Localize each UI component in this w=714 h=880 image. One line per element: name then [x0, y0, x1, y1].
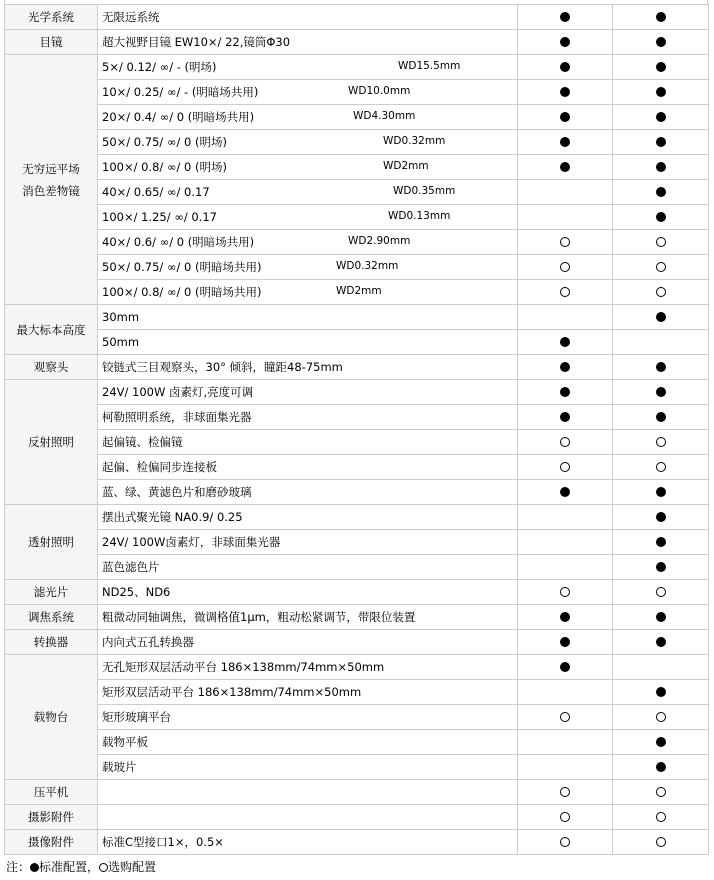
optional-ring-icon — [560, 812, 570, 822]
optional-ring-icon — [560, 712, 570, 722]
category-cell: 压平机 — [5, 780, 98, 805]
optional-ring-icon — [656, 712, 666, 722]
spec-description: 40×/ 0.65/ ∞/ 0.17 — [102, 185, 210, 199]
spec-description: 起偏、检偏同步连接板 — [102, 460, 217, 474]
spec-description: 摆出式聚光镜 NA0.9/ 0.25 — [102, 510, 243, 524]
spec-description-cell — [98, 405, 518, 430]
table-row — [5, 605, 709, 630]
spec-description-cell — [98, 630, 518, 655]
config-col2-cell — [613, 305, 709, 330]
config-col2-cell — [613, 180, 709, 205]
config-col1-cell — [518, 505, 613, 530]
spec-description: 10×/ 0.25/ ∞/ - (明暗场共用) — [102, 85, 259, 99]
optional-ring-icon — [656, 812, 666, 822]
standard-dot-icon — [560, 337, 570, 347]
config-col2-cell — [613, 805, 709, 830]
spec-description: ND25、ND6 — [102, 585, 171, 599]
optional-ring-icon — [560, 837, 570, 847]
table-row — [5, 830, 709, 855]
config-col2-cell — [613, 230, 709, 255]
standard-dot-icon — [560, 112, 570, 122]
optional-ring-icon — [656, 837, 666, 847]
table-row — [5, 580, 709, 605]
config-col1-cell — [518, 805, 613, 830]
standard-dot-icon — [560, 387, 570, 397]
standard-dot-icon — [656, 737, 666, 747]
spec-description: 100×/ 1.25/ ∞/ 0.17 — [102, 210, 217, 224]
spec-description-cell — [98, 605, 518, 630]
spec-description: 无孔矩形双层活动平台 186×138mm/74mm×50mm — [102, 660, 385, 674]
spec-description-cell — [98, 655, 518, 680]
legend — [6, 858, 156, 875]
table-row — [5, 455, 709, 480]
working-distance: WD15.5mm — [398, 60, 461, 72]
spec-description-cell — [98, 555, 518, 580]
spec-description-cell — [98, 255, 518, 280]
config-col1-cell — [518, 605, 613, 630]
config-col2-cell — [613, 55, 709, 80]
config-col1-cell — [518, 280, 613, 305]
working-distance: WD10.0mm — [348, 85, 411, 97]
standard-dot-icon — [30, 863, 39, 872]
config-col2-cell — [613, 255, 709, 280]
spec-description: 50×/ 0.75/ ∞/ 0 (明场) — [102, 135, 227, 149]
standard-dot-icon — [560, 137, 570, 147]
config-col2-cell — [613, 405, 709, 430]
config-col1-cell — [518, 255, 613, 280]
config-col2-cell — [613, 605, 709, 630]
config-col2-cell — [613, 555, 709, 580]
table-row — [5, 405, 709, 430]
spec-description: 柯勒照明系统，非球面集光器 — [102, 410, 252, 424]
spec-description-cell — [98, 730, 518, 755]
config-col1-cell — [518, 205, 613, 230]
table-row — [5, 630, 709, 655]
spec-description: 铰链式三目观察头，30° 倾斜，瞳距48-75mm — [102, 360, 343, 374]
config-col1-cell — [518, 755, 613, 780]
table-row — [5, 80, 709, 105]
spec-description-cell — [98, 80, 518, 105]
config-col1-cell — [518, 555, 613, 580]
standard-dot-icon — [656, 537, 666, 547]
category-line: 消色差物镜 — [22, 183, 80, 198]
spec-description-cell — [98, 580, 518, 605]
working-distance: WD2mm — [336, 285, 382, 297]
optional-ring-icon — [656, 437, 666, 447]
spec-description: 30mm — [102, 310, 140, 324]
config-col1-cell — [518, 730, 613, 755]
spec-description-cell — [98, 355, 518, 380]
config-col2-cell — [613, 655, 709, 680]
config-col2-cell — [613, 580, 709, 605]
category-cell: 载物台 — [5, 655, 98, 780]
spec-description: 50×/ 0.75/ ∞/ 0 (明暗场共用) — [102, 260, 262, 274]
standard-dot-icon — [560, 162, 570, 172]
spec-description: 载物平板 — [102, 735, 148, 749]
working-distance: WD2mm — [383, 160, 429, 172]
config-col1-cell — [518, 330, 613, 355]
config-col2-cell — [613, 780, 709, 805]
spec-description-cell — [98, 830, 518, 855]
standard-dot-icon — [656, 62, 666, 72]
config-col1-cell — [518, 55, 613, 80]
spec-description-cell — [98, 680, 518, 705]
legend-prefix: 注： — [6, 860, 31, 874]
table-row — [5, 330, 709, 355]
spec-description-cell — [98, 280, 518, 305]
config-col2-cell — [613, 430, 709, 455]
category-cell: 滤光片 — [5, 580, 98, 605]
spec-description-cell — [98, 380, 518, 405]
spec-description: 50mm — [102, 335, 140, 349]
spec-description-cell — [98, 205, 518, 230]
spec-table — [4, 4, 709, 855]
standard-dot-icon — [560, 662, 570, 672]
spec-description-cell — [98, 30, 518, 55]
config-col1-cell — [518, 430, 613, 455]
config-col1-cell — [518, 780, 613, 805]
spec-description: 40×/ 0.6/ ∞/ 0 (明暗场共用) — [102, 235, 255, 249]
table-row — [5, 530, 709, 555]
config-col2-cell — [613, 830, 709, 855]
category-cell: 摄影附件 — [5, 805, 98, 830]
spec-description: 20×/ 0.4/ ∞/ 0 (明暗场共用) — [102, 110, 255, 124]
table-row — [5, 230, 709, 255]
spec-description: 粗微动同轴调焦，微调格值1μm，粗动松紧调节，带限位装置 — [102, 610, 416, 624]
spec-description-cell — [98, 430, 518, 455]
config-col1-cell — [518, 5, 613, 30]
spec-description-cell — [98, 530, 518, 555]
standard-dot-icon — [656, 687, 666, 697]
table-row — [5, 730, 709, 755]
config-col1-cell — [518, 80, 613, 105]
spec-description: 5×/ 0.12/ ∞/ - (明场) — [102, 60, 217, 74]
config-col1-cell — [518, 630, 613, 655]
standard-dot-icon — [656, 187, 666, 197]
optional-ring-icon — [656, 787, 666, 797]
config-col2-cell — [613, 155, 709, 180]
config-col1-cell — [518, 355, 613, 380]
optional-ring-icon — [656, 287, 666, 297]
spec-description: 标准C型接口1×，0.5× — [102, 835, 224, 849]
config-col1-cell — [518, 530, 613, 555]
standard-dot-icon — [656, 762, 666, 772]
working-distance: WD0.13mm — [388, 210, 451, 222]
standard-dot-icon — [560, 62, 570, 72]
standard-dot-icon — [656, 87, 666, 97]
config-col1-cell — [518, 380, 613, 405]
table-row — [5, 255, 709, 280]
standard-dot-icon — [656, 512, 666, 522]
optional-ring-icon — [560, 237, 570, 247]
standard-dot-icon — [656, 362, 666, 372]
config-col2-cell — [613, 80, 709, 105]
category-cell: 调焦系统 — [5, 605, 98, 630]
table-row — [5, 680, 709, 705]
config-col2-cell — [613, 5, 709, 30]
spec-description: 超大视野目镜 EW10×/ 22,镜筒Φ30 — [102, 35, 291, 49]
table-row — [5, 430, 709, 455]
standard-dot-icon — [656, 212, 666, 222]
spec-description: 24V/ 100W 卤素灯,亮度可调 — [102, 385, 254, 399]
table-row — [5, 305, 709, 330]
table-row — [5, 105, 709, 130]
table-row — [5, 30, 709, 55]
spec-description-cell — [98, 755, 518, 780]
optional-ring-icon — [560, 262, 570, 272]
optional-ring-icon — [656, 462, 666, 472]
standard-dot-icon — [656, 37, 666, 47]
table-row — [5, 280, 709, 305]
standard-dot-icon — [656, 312, 666, 322]
config-col2-cell — [613, 380, 709, 405]
spec-description-cell — [98, 705, 518, 730]
table-row — [5, 755, 709, 780]
category-cell: 透射照明 — [5, 505, 98, 580]
standard-dot-icon — [560, 362, 570, 372]
standard-dot-icon — [656, 112, 666, 122]
spec-description-cell — [98, 305, 518, 330]
table-row — [5, 155, 709, 180]
spec-description: 无限远系统 — [102, 10, 160, 24]
spec-description-cell — [98, 230, 518, 255]
config-col2-cell — [613, 630, 709, 655]
spec-description-cell — [98, 130, 518, 155]
config-col2-cell — [613, 730, 709, 755]
config-col1-cell — [518, 230, 613, 255]
table-row — [5, 355, 709, 380]
config-col1-cell — [518, 130, 613, 155]
legend-optional: 选购配置 — [108, 860, 157, 874]
spec-description-cell — [98, 780, 518, 805]
spec-description-cell — [98, 55, 518, 80]
working-distance: WD2.90mm — [348, 235, 411, 247]
optional-ring-icon — [656, 587, 666, 597]
spec-description-cell — [98, 805, 518, 830]
table-row — [5, 705, 709, 730]
config-col1-cell — [518, 830, 613, 855]
table-row — [5, 780, 709, 805]
spec-description: 矩形双层活动平台 186×138mm/74mm×50mm — [102, 685, 362, 699]
category-line: 无穷远平场 — [22, 161, 80, 176]
optional-ring-icon — [560, 587, 570, 597]
spec-description-cell — [98, 105, 518, 130]
legend-standard: 标准配置， — [39, 860, 100, 874]
working-distance: WD0.32mm — [383, 135, 446, 147]
table-row — [5, 205, 709, 230]
spec-description: 内向式五孔转换器 — [102, 635, 194, 649]
standard-dot-icon — [560, 412, 570, 422]
config-col2-cell — [613, 480, 709, 505]
config-col2-cell — [613, 130, 709, 155]
config-col2-cell — [613, 30, 709, 55]
table-row — [5, 5, 709, 30]
spec-description-cell — [98, 330, 518, 355]
config-col1-cell — [518, 155, 613, 180]
optional-ring-icon — [560, 462, 570, 472]
config-col1-cell — [518, 30, 613, 55]
standard-dot-icon — [656, 387, 666, 397]
spec-description: 24V/ 100W卤素灯，非球面集光器 — [102, 535, 281, 549]
optional-ring-icon — [560, 287, 570, 297]
config-col1-cell — [518, 580, 613, 605]
config-col2-cell — [613, 530, 709, 555]
category-cell: 转换器 — [5, 630, 98, 655]
category-cell: 光学系统 — [5, 5, 98, 30]
table-row — [5, 130, 709, 155]
standard-dot-icon — [656, 137, 666, 147]
optional-ring-icon — [656, 237, 666, 247]
category-cell: 摄像附件 — [5, 830, 98, 855]
config-col2-cell — [613, 205, 709, 230]
optional-ring-icon — [99, 863, 108, 872]
standard-dot-icon — [656, 637, 666, 647]
standard-dot-icon — [560, 12, 570, 22]
config-col1-cell — [518, 105, 613, 130]
config-col2-cell — [613, 680, 709, 705]
standard-dot-icon — [656, 12, 666, 22]
category-cell: 观察头 — [5, 355, 98, 380]
category-cell: 最大标本高度 — [5, 305, 98, 355]
standard-dot-icon — [560, 487, 570, 497]
optional-ring-icon — [560, 787, 570, 797]
config-col1-cell — [518, 680, 613, 705]
spec-description: 蓝色滤色片 — [102, 560, 160, 574]
config-col2-cell — [613, 105, 709, 130]
optional-ring-icon — [656, 262, 666, 272]
standard-dot-icon — [656, 487, 666, 497]
config-col2-cell — [613, 355, 709, 380]
config-col1-cell — [518, 705, 613, 730]
spec-description-cell — [98, 180, 518, 205]
table-row — [5, 180, 709, 205]
spec-description: 载玻片 — [102, 760, 137, 774]
standard-dot-icon — [656, 412, 666, 422]
standard-dot-icon — [560, 37, 570, 47]
config-col1-cell — [518, 455, 613, 480]
spec-description-cell — [98, 155, 518, 180]
spec-description: 矩形玻璃平台 — [102, 710, 171, 724]
spec-description: 100×/ 0.8/ ∞/ 0 (明暗场共用) — [102, 285, 262, 299]
category-cell — [5, 55, 98, 305]
spec-description-cell — [98, 480, 518, 505]
config-col1-cell — [518, 480, 613, 505]
category-cell: 反射照明 — [5, 380, 98, 505]
standard-dot-icon — [656, 162, 666, 172]
standard-dot-icon — [560, 87, 570, 97]
config-col2-cell — [613, 280, 709, 305]
spec-description-cell — [98, 455, 518, 480]
table-row — [5, 505, 709, 530]
standard-dot-icon — [560, 612, 570, 622]
standard-dot-icon — [656, 612, 666, 622]
config-col2-cell — [613, 755, 709, 780]
standard-dot-icon — [560, 637, 570, 647]
config-col2-cell — [613, 330, 709, 355]
config-col1-cell — [518, 305, 613, 330]
spec-description-cell — [98, 505, 518, 530]
category-cell: 目镜 — [5, 30, 98, 55]
config-col2-cell — [613, 505, 709, 530]
table-row — [5, 805, 709, 830]
table-row — [5, 55, 709, 80]
config-col2-cell — [613, 705, 709, 730]
spec-description: 起偏镜、检偏镜 — [102, 435, 183, 449]
table-row — [5, 380, 709, 405]
spec-description: 100×/ 0.8/ ∞/ 0 (明场) — [102, 160, 227, 174]
table-row — [5, 555, 709, 580]
config-col1-cell — [518, 405, 613, 430]
spec-description: 蓝、绿、黄滤色片和磨砂玻璃 — [102, 485, 252, 499]
working-distance: WD0.32mm — [336, 260, 399, 272]
working-distance: WD0.35mm — [393, 185, 456, 197]
optional-ring-icon — [560, 437, 570, 447]
config-col1-cell — [518, 655, 613, 680]
config-col2-cell — [613, 455, 709, 480]
standard-dot-icon — [656, 562, 666, 572]
working-distance: WD4.30mm — [353, 110, 416, 122]
config-col1-cell — [518, 180, 613, 205]
table-row — [5, 655, 709, 680]
spec-description-cell — [98, 5, 518, 30]
table-row — [5, 480, 709, 505]
